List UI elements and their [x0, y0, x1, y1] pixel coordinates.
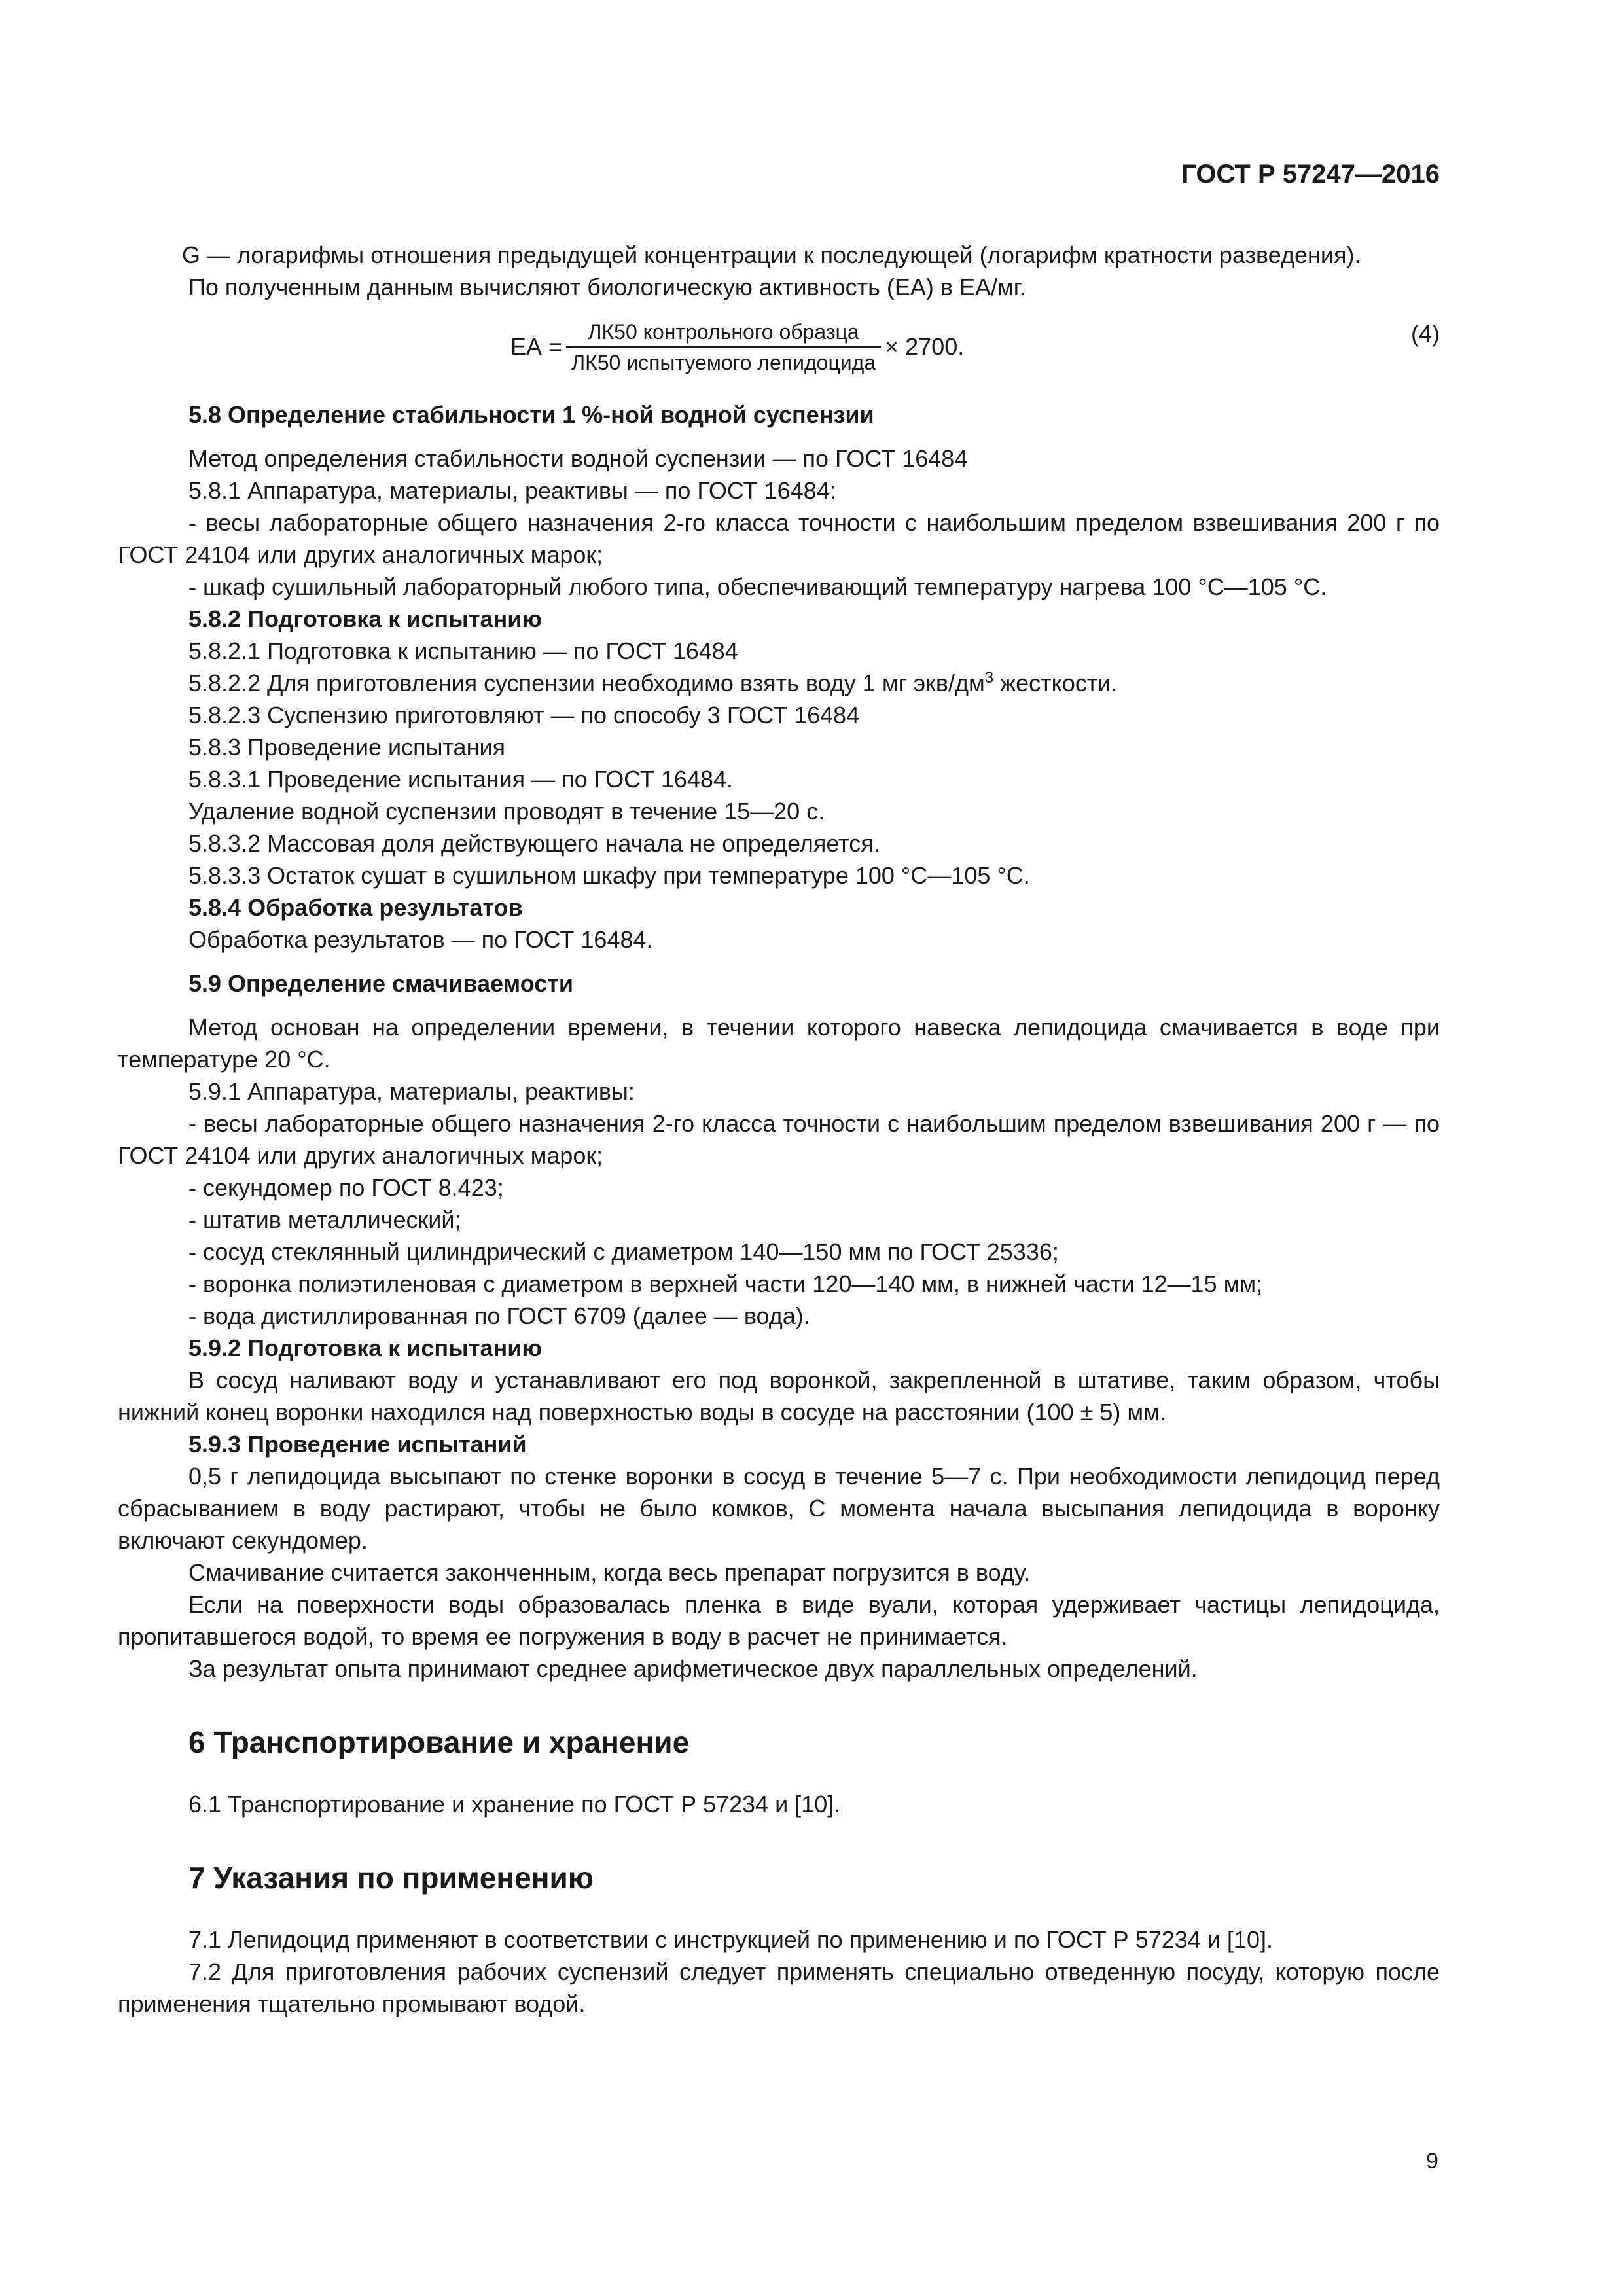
- section-5-8-3: 5.8.3 Проведение испытания: [188, 734, 506, 761]
- section-5-8-4-text: Обработка результатов — по ГОСТ 16484.: [188, 926, 653, 953]
- document-code: ГОСТ Р 57247—2016: [1181, 160, 1440, 188]
- section-5-8-2-title: 5.8.2 Подготовка к испытанию: [188, 605, 543, 632]
- section-5-8-2-1: 5.8.2.1 Подготовка к испытанию — по ГОСТ 16484: [188, 637, 738, 664]
- section-5-8-1-item-scales: - весы лабораторные общего назначения 2-го класса точности с наибольшим пределом взвешивания 200 г по ГОСТ 24104 или других аналогичных марок;: [118, 509, 1440, 568]
- section-5-8-title: 5.8 Определение стабильности 1 %-ной водной суспензии: [188, 401, 874, 428]
- list-item: - сосуд стеклянный цилиндрический с диаметром 140—150 мм по ГОСТ 25336;: [188, 1238, 1059, 1265]
- formula-numerator: ЛК50 контрольного образца: [588, 319, 859, 344]
- section-5-8-1-item-oven: - шкаф сушильный лабораторный любого типа, обеспечивающий температуру нагрева 100 °С—105 °С.: [188, 573, 1327, 600]
- section-5-9-2-title: 5.9.2 Подготовка к испытанию: [188, 1335, 543, 1361]
- section-7-1: 7.1 Лепидоцид применяют в соответствии с инструкцией по применению и по ГОСТ Р 57234 и [10].: [188, 1926, 1273, 1953]
- section-5-9-3-p3: Если на поверхности воды образовалась пленка в виде вуали, которая удерживает частицы лепидоцида, пропитавшегося водой, то время ее погружения в воду в расчет не принимается.: [118, 1591, 1440, 1650]
- page-number: 9: [1426, 2149, 1438, 2174]
- activity-text: По полученным данным вычисляют биологическую активность (ЕА) в ЕА/мг.: [188, 274, 1026, 300]
- page-content: [118, 239, 1440, 2020]
- section-5-8-3-3: 5.8.3.3 Остаток сушат в сушильном шкафу при температуре 100 °С—105 °С.: [188, 862, 1030, 889]
- formula-4: [118, 307, 1440, 387]
- section-5-9-title: 5.9 Определение смачиваемости: [188, 970, 574, 997]
- section-5-8-4-title: 5.8.4 Обработка результатов: [188, 894, 523, 921]
- section-7-heading: 7 Указания по применению: [188, 1861, 594, 1895]
- superscript: 3: [984, 669, 994, 687]
- g-definition: G — логарифмы отношения предыдущей концентрации к последующей (логарифм кратности разведения).: [182, 242, 1361, 268]
- formula-fraction: [566, 317, 881, 377]
- formula-multiplier: × 2700.: [885, 333, 965, 360]
- section-5-8-2-2-text: 5.8.2.2 Для приготовления суспензии необходимо взять воду 1 мг экв/дм: [188, 670, 985, 696]
- section-5-9-1: 5.9.1 Аппаратура, материалы, реактивы:: [188, 1078, 635, 1105]
- list-item: - вода дистиллированная по ГОСТ 6709 (далее — вода).: [188, 1302, 810, 1329]
- section-5-8-3-2: 5.8.3.2 Массовая доля действующего начала не определяется.: [188, 830, 880, 857]
- section-5-8-2-2-suffix: жесткости.: [993, 670, 1118, 696]
- equation-number: (4): [1411, 320, 1440, 347]
- section-5-9-3-p2: Смачивание считается законченным, когда весь препарат погрузится в воду.: [188, 1559, 1031, 1586]
- formula-denominator: ЛК50 испытуемого лепидоцида: [571, 350, 876, 374]
- section-5-9-3-title: 5.9.3 Проведение испытаний: [188, 1431, 527, 1458]
- section-5-9-2-text: В сосуд наливают воду и устанавливают его под воронкой, закрепленной в штативе, таким образом, чтобы нижний конец воронки находился над поверхностью воды в сосуде на расстоянии (100 ± 5) мм.: [118, 1367, 1440, 1426]
- section-6-1: 6.1 Транспортирование и хранение по ГОСТ Р 57234 и [10].: [188, 1791, 841, 1818]
- section-6-heading: 6 Транспортирование и хранение: [188, 1725, 690, 1759]
- list-item: - секундомер по ГОСТ 8.423;: [188, 1174, 504, 1201]
- section-5-8-1: 5.8.1 Аппаратура, материалы, реактивы — по ГОСТ 16484:: [188, 477, 836, 504]
- section-5-8-2-2: [118, 667, 1440, 699]
- list-item: - весы лабораторные общего назначения 2-го класса точности с наибольшим пределом взвешивания 200 г — по ГОСТ 24104 или других аналогичных марок;: [118, 1110, 1440, 1169]
- list-item: - штатив металлический;: [188, 1206, 461, 1233]
- section-5-8-method: Метод определения стабильности водной суспензии — по ГОСТ 16484: [188, 445, 968, 472]
- section-5-9-method: Метод основан на определении времени, в течении которого навеска лепидоцида смачивается в воде при температуре 20 °С.: [118, 1014, 1440, 1073]
- list-item: - воронка полиэтиленовая с диаметром в верхней части 120—140 мм, в нижней части 12—15 мм;: [188, 1270, 1263, 1297]
- removal-text: Удаление водной суспензии проводят в течение 15—20 с.: [188, 798, 825, 825]
- section-7-2: 7.2 Для приготовления рабочих суспензий следует применять специально отведенную посуду, которую после применения тщательно промывают водой.: [118, 1958, 1440, 2017]
- formula-lhs: ЕА =: [510, 333, 563, 360]
- section-5-8-3-1: 5.8.3.1 Проведение испытания — по ГОСТ 16484.: [188, 766, 733, 793]
- section-5-9-3-p1: 0,5 г лепидоцида высыпают по стенке воронки в сосуд в течение 5—7 с. При необходимости лепидоцид перед сбрасыванием в воду растирают, чтобы не было комков, С момента начала высыпания лепидоцида в воронку включают секундомер.: [118, 1463, 1440, 1554]
- formula-body: [510, 307, 964, 387]
- section-5-9-3-p4: За результат опыта принимают среднее арифметическое двух параллельных определений.: [188, 1655, 1198, 1682]
- section-5-8-2-3: 5.8.2.3 Суспензию приготовляют — по способу 3 ГОСТ 16484: [188, 702, 860, 728]
